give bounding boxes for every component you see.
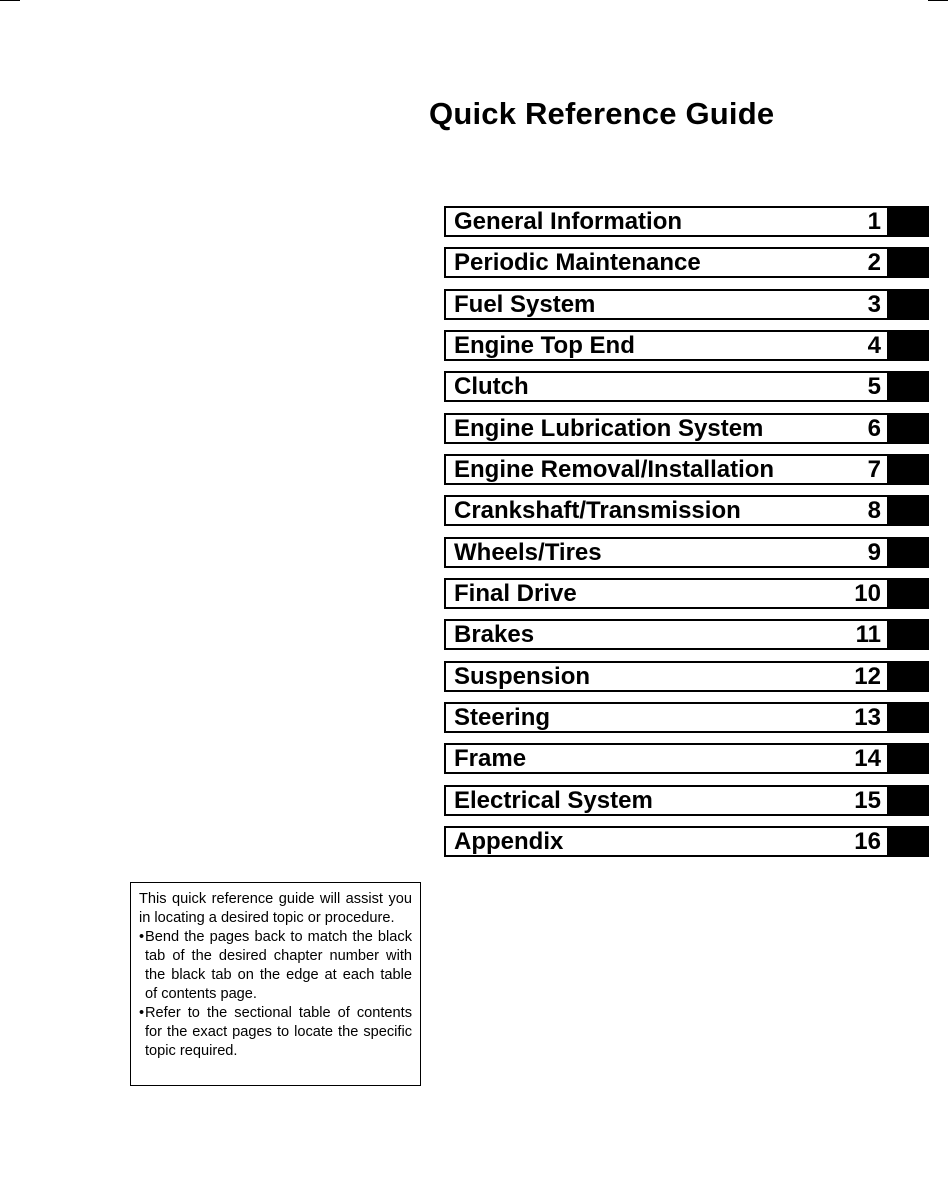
usage-note-box xyxy=(130,882,421,1086)
note-bullet-text: Bend the pages back to match the black tab of the desired chapter number with the black tab on the edge at each table of contents page. xyxy=(145,929,412,1002)
chapter-tab xyxy=(887,330,929,361)
toc-item-number: 8 xyxy=(867,497,881,525)
toc-item-wheels-tires[interactable] xyxy=(444,537,929,568)
toc-item-number: 12 xyxy=(854,662,881,690)
toc-item-label: Engine Removal/Installation xyxy=(454,455,775,483)
toc-item-label: Suspension xyxy=(454,662,591,690)
toc-item-label: Steering xyxy=(454,703,551,731)
chapter-tab xyxy=(887,537,929,568)
toc-item-label: Periodic Maintenance xyxy=(454,249,701,277)
chapter-tab xyxy=(887,413,929,444)
table-of-contents xyxy=(444,206,929,867)
toc-item-engine-top-end[interactable] xyxy=(444,330,929,361)
toc-item-label: Frame xyxy=(454,745,527,773)
chapter-tab xyxy=(887,371,929,402)
chapter-tab xyxy=(887,247,929,278)
toc-item-number: 15 xyxy=(854,786,881,814)
note-intro: This quick reference guide will assist you in locating a desired topic or procedure. xyxy=(139,891,412,926)
chapter-tab xyxy=(887,785,929,816)
chapter-tab xyxy=(887,826,929,857)
toc-item-clutch[interactable] xyxy=(444,371,929,402)
chapter-tab xyxy=(887,289,929,320)
page-title: Quick Reference Guide xyxy=(429,96,775,131)
toc-item-number: 16 xyxy=(854,827,881,855)
toc-item-number: 5 xyxy=(867,373,881,401)
chapter-tab xyxy=(887,578,929,609)
toc-item-appendix[interactable] xyxy=(444,826,929,857)
crop-mark-left xyxy=(0,0,20,1)
chapter-tab xyxy=(887,743,929,774)
toc-item-number: 13 xyxy=(854,703,881,731)
toc-item-label: Crankshaft/Transmission xyxy=(454,497,741,525)
toc-item-fuel-system[interactable] xyxy=(444,289,929,320)
toc-item-number: 3 xyxy=(867,290,881,318)
chapter-tab xyxy=(887,702,929,733)
toc-item-label: Engine Lubrication System xyxy=(454,414,764,442)
toc-item-number: 2 xyxy=(867,249,881,277)
toc-item-label: General Information xyxy=(454,208,683,235)
toc-item-brakes[interactable] xyxy=(444,619,929,650)
toc-item-number: 14 xyxy=(854,745,881,773)
toc-item-number: 11 xyxy=(855,621,881,649)
toc-item-number: 9 xyxy=(867,538,881,566)
note-bullet xyxy=(139,928,412,1004)
toc-item-number: 7 xyxy=(867,455,881,483)
toc-item-label: Clutch xyxy=(454,373,529,401)
chapter-tab xyxy=(887,454,929,485)
toc-item-label: Engine Top End xyxy=(454,331,635,359)
toc-item-label: Brakes xyxy=(454,621,535,649)
toc-item-frame[interactable] xyxy=(444,743,929,774)
toc-item-label: Wheels/Tires xyxy=(454,538,602,566)
toc-item-number: 1 xyxy=(867,208,881,235)
chapter-tab xyxy=(887,495,929,526)
toc-item-crankshaft-transmission[interactable] xyxy=(444,495,929,526)
toc-item-label: Electrical System xyxy=(454,786,653,814)
toc-item-final-drive[interactable] xyxy=(444,578,929,609)
toc-item-engine-removal-installation[interactable] xyxy=(444,454,929,485)
bullet-symbol: • xyxy=(139,929,145,945)
toc-item-number: 4 xyxy=(867,331,881,359)
chapter-tab xyxy=(887,206,929,237)
chapter-tab xyxy=(887,619,929,650)
toc-item-label: Final Drive xyxy=(454,579,577,607)
toc-item-number: 10 xyxy=(854,579,881,607)
note-bullet xyxy=(139,1004,412,1061)
crop-mark-right xyxy=(928,0,948,1)
toc-item-label: Fuel System xyxy=(454,290,596,318)
note-bullet-text: Refer to the sectional table of contents for the exact pages to locate the specific topic required. xyxy=(145,1005,412,1059)
toc-item-electrical-system[interactable] xyxy=(444,785,929,816)
toc-item-suspension[interactable] xyxy=(444,661,929,692)
toc-item-general-information[interactable] xyxy=(444,206,929,237)
chapter-tab xyxy=(887,661,929,692)
toc-item-label: Appendix xyxy=(454,827,564,855)
bullet-symbol: • xyxy=(139,1005,145,1021)
toc-item-periodic-maintenance[interactable] xyxy=(444,247,929,278)
toc-item-steering[interactable] xyxy=(444,702,929,733)
toc-item-number: 6 xyxy=(867,414,881,442)
toc-item-engine-lubrication-system[interactable] xyxy=(444,413,929,444)
